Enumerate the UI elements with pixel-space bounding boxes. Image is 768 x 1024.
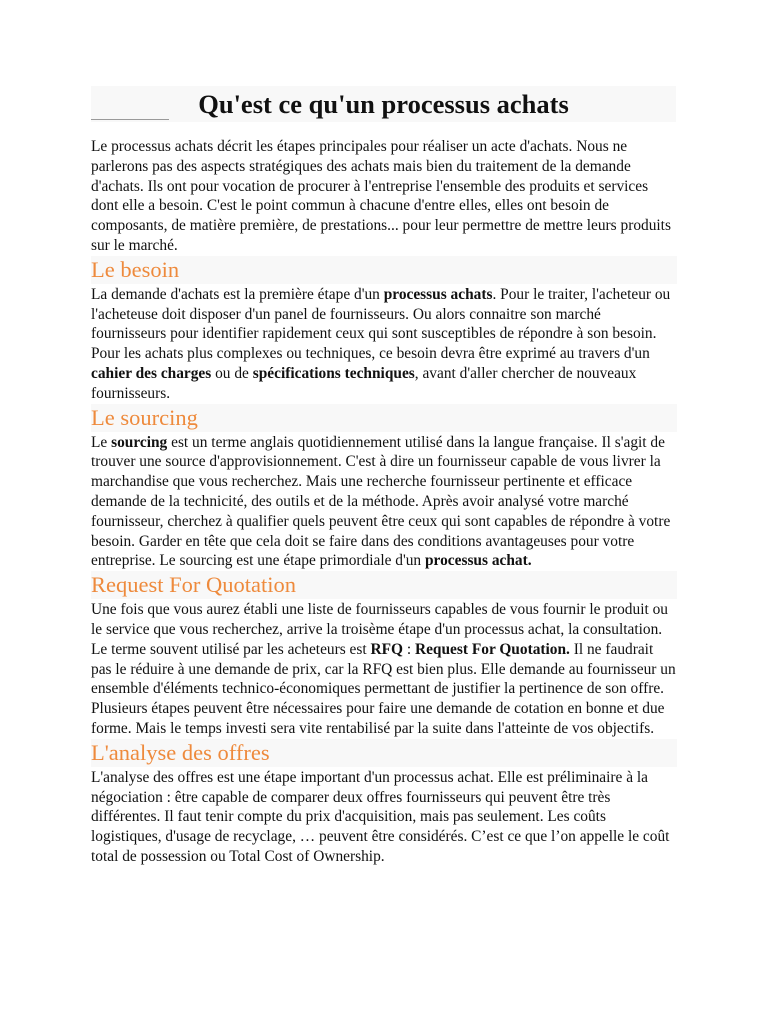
bold-term: RFQ (370, 640, 403, 658)
bold-term: cahier des charges (91, 364, 212, 382)
bold-term: processus achats (383, 285, 493, 303)
paragraph-rfq: Une fois que vous aurez établi une liste de fournisseurs capables de vous fournir le produit ou le service que vous recherchez, arrive la troisème étape d'un processus achat, la consultation. Le terme souvent utilisé par les acheteurs est RFQ : Request For Quotation. Il ne faudrait pas le réduire à une demande de prix, car la RFQ est bien plus. Elle demande au fournisseur un ensemble d'éléments technico-économiques permettant de justifier la pertinence de son offre. Plusieurs étapes peuvent être nécessaires pour faire une demande de cotation en bonne et due forme. Mais le temps investi sera vite rentabilisé par la suite dans l'atteinte de vos objectifs. (91, 601, 676, 737)
document-body (91, 137, 677, 867)
heading-rfq: Request For Quotation (91, 571, 677, 599)
bold-term: Request For Quotation. (414, 640, 570, 658)
section-sourcing (91, 404, 677, 572)
section-rfq (91, 571, 677, 739)
section-analyse (91, 739, 677, 867)
bold-term: processus achat. (424, 552, 532, 570)
bold-term: sourcing (111, 433, 168, 451)
intro-paragraph: Le processus achats décrit les étapes principales pour réaliser un acte d'achats. Nous ne parlerons pas des aspects stratégiques des achats mais bien du traitement de la demande d'achats. Ils ont pour vocation de procurer à l'entreprise l'ensemble des produits et services dont elle a besoin. C'est le point commun à chacune d'entre elles, elles ont besoin de composants, de matière première, de prestations... pour leur permettre de mettre leurs produits sur le marché. (91, 138, 671, 254)
paragraph-besoin: La demande d'achats est la première étape d'un processus achats. Pour le traiter, l'acheteur ou l'acheteuse doit disposer d'un panel de fournisseurs. Ou alors connaitre son marché fournisseurs pour identifier rapidement ceux qui sont susceptibles de répondre à son besoin. Pour les achats plus complexes ou techniques, ce besoin devra être exprimé au travers d'un cahier des charges ou de spécifications techniques, avant d'aller chercher de nouveaux fournisseurs. (91, 285, 671, 402)
paragraph-sourcing: Le sourcing est un terme anglais quotidiennement utilisé dans la langue française. Il s'agit de trouver une source d'approvisionnement. C'est à dire un fournisseur capable de vous livrer la marchandise que vous recherchez. Mais une recherche fournisseur pertinente et efficace demande de la technicité, des outils et de la méthode. Après avoir analysé votre marché fournisseur, cherchez à qualifier quels peuvent être ceux qui sont capables de répondre à votre besoin. Garder en tête que cela doit se faire dans des conditions avantageuses pour votre entreprise. Le sourcing est une étape primordiale d'un processus achat. (91, 433, 671, 570)
paragraph-analyse: L'analyse des offres est une étape important d'un processus achat. Elle est préliminaire à la négociation : être capable de comparer deux offres fournisseurs qui peuvent être très différentes. Il faut tenir compte du prix d'acquisition, mais pas seulement. Les coûts logistiques, d'usage de recyclage, … peuvent être considérés. C’est ce que l’on appelle le coût total de possession ou Total Cost of Ownership. (91, 768, 670, 865)
heading-sourcing: Le sourcing (91, 404, 677, 432)
page-title: Qu'est ce qu'un processus achats (198, 89, 569, 119)
section-besoin (91, 256, 677, 404)
heading-besoin: Le besoin (91, 256, 677, 284)
bold-term: spécifications techniques (252, 364, 415, 382)
heading-analyse: L'analyse des offres (91, 739, 677, 767)
